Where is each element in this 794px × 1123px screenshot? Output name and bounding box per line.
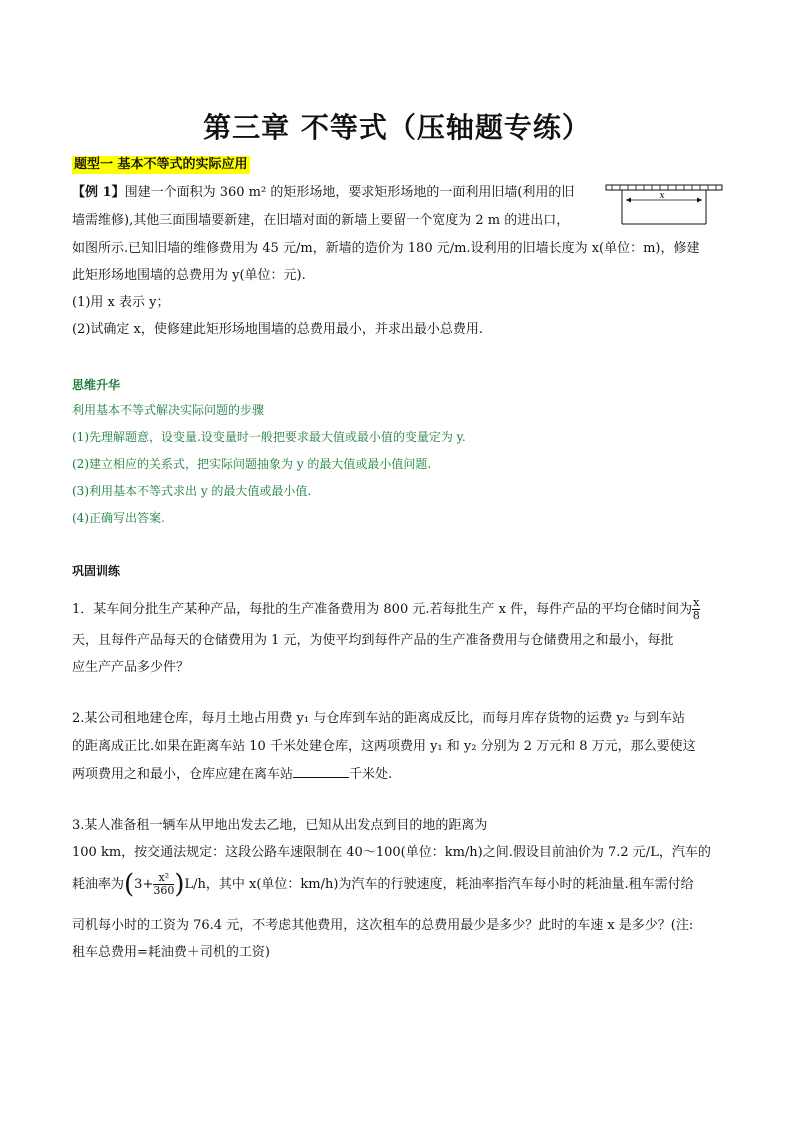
- page-title: 第三章 不等式（压轴题专练）: [203, 111, 591, 144]
- fraction-denominator: 8: [692, 609, 700, 622]
- answer-blank[interactable]: [293, 765, 349, 778]
- problem-3-text-3a: 耗油率为: [72, 877, 125, 892]
- problem-3-line-3: [72, 869, 694, 900]
- example-line-2: 墙需维修),其他三面围墙要新建，在旧墙对面的新墙上要留一个宽度为 2 m 的进出口，: [72, 213, 570, 228]
- example-text-1: 围建一个面积为 360 m² 的矩形场地，要求矩形场地的一面利用旧墙(利用的旧: [124, 185, 575, 200]
- practice-heading: 巩固训练: [72, 564, 121, 578]
- problem-2-line-1: 2.某公司租地建仓库，每月土地占用费 y₁ 与仓库到车站的距离成反比，而每月库存货物的运费 y₂ 与到车站: [72, 711, 686, 726]
- problem-1-text-1: 1．某车间分批生产某种产品，每批的生产准备费用为 800 元.若每批生产 x 件，每件产品的平均仓储时间为: [72, 602, 693, 617]
- thinking-step-2: (2)建立相应的关系式，把实际问题抽象为 y 的最大值或最小值问题.: [72, 457, 432, 471]
- thinking-step-3: (3)利用基本不等式求出 y 的最大值或最小值.: [72, 484, 312, 498]
- thinking-intro: 利用基本不等式解决实际问题的步骤: [72, 403, 265, 417]
- paren-term: 3+: [134, 877, 154, 892]
- problem-3-line-4: 司机每小时的工资为 76.4 元，不考虑其他费用，这次租车的总费用最少是多少？此时的车速 x 是多少？(注:: [72, 918, 694, 933]
- thinking-step-4: (4)正确写出答案.: [72, 511, 165, 525]
- example-line-4: 此矩形场地围墙的总费用为 y(单位：元).: [72, 268, 306, 283]
- example-line-1: [72, 184, 574, 202]
- problem-2-line-2: 的距离成正比.如果在距离车站 10 千米处建仓库，这两项费用 y₁ 和 y₂ 分别为 2 万元和 8 万元，那么要使这: [72, 739, 696, 754]
- problem-2-text-3a: 两项费用之和最小，仓库应建在离车站: [72, 767, 294, 782]
- fraction-x-over-8: [692, 597, 700, 622]
- problem-3-line-5: 租车总费用=耗油费＋司机的工资): [72, 945, 270, 960]
- section-heading: 题型一 基本不等式的实际应用: [74, 157, 248, 172]
- thinking-step-1: (1)先理解题意，设变量.设变量时一般把要求最大值或最小值的变量定为 y.: [72, 430, 466, 444]
- example-tag: 【例 1】: [72, 185, 125, 200]
- problem-1-line-3: 应生产产品多少件？: [72, 660, 190, 675]
- fraction-numerator: x²: [153, 872, 174, 885]
- problem-3-text-3b: L/h，其中 x(单位：km/h)为汽车的行驶速度，耗油率指汽车每小时的耗油量.租车需付给: [184, 877, 694, 892]
- problem-1-line-1: [72, 597, 700, 622]
- problem-1-line-2: 天，且每件产品每天的仓储费用为 1 元，为使平均到每件产品的生产准备费用与仓储费用之和最小，每批: [72, 633, 674, 648]
- problem-2-text-3b: 千米处.: [349, 767, 393, 782]
- wall-figure: [604, 180, 724, 230]
- question-2: (2)试确定 x，使修建此矩形场地围墙的总费用最小，并求出最小总费用.: [72, 322, 484, 337]
- right-paren: ): [174, 869, 185, 900]
- problem-3-line-1: 3.某人准备租一辆车从甲地出发去乙地，已知从出发点到目的地的距离为: [72, 818, 488, 833]
- question-1: (1)用 x 表示 y；: [72, 295, 170, 310]
- problem-3-line-2: 100 km，按交通法规定：这段公路车速限制在 40～100(单位：km/h)之间.假设目前油价为 7.2 元/L，汽车的: [72, 845, 711, 860]
- figure-x-label: x: [659, 191, 665, 201]
- thinking-heading: 思维升华: [72, 378, 121, 392]
- fraction-denominator: 360: [153, 884, 175, 897]
- problem-2-line-3: [72, 765, 392, 784]
- fraction-x2-over-360: [153, 872, 174, 897]
- left-paren: (: [124, 869, 135, 900]
- fraction-numerator: x: [693, 596, 700, 609]
- example-line-3: 如图所示.已知旧墙的维修费用为 45 元/m，新墙的造价为 180 元/m.设利用的旧墙长度为 x(单位：m)，修建: [72, 241, 700, 256]
